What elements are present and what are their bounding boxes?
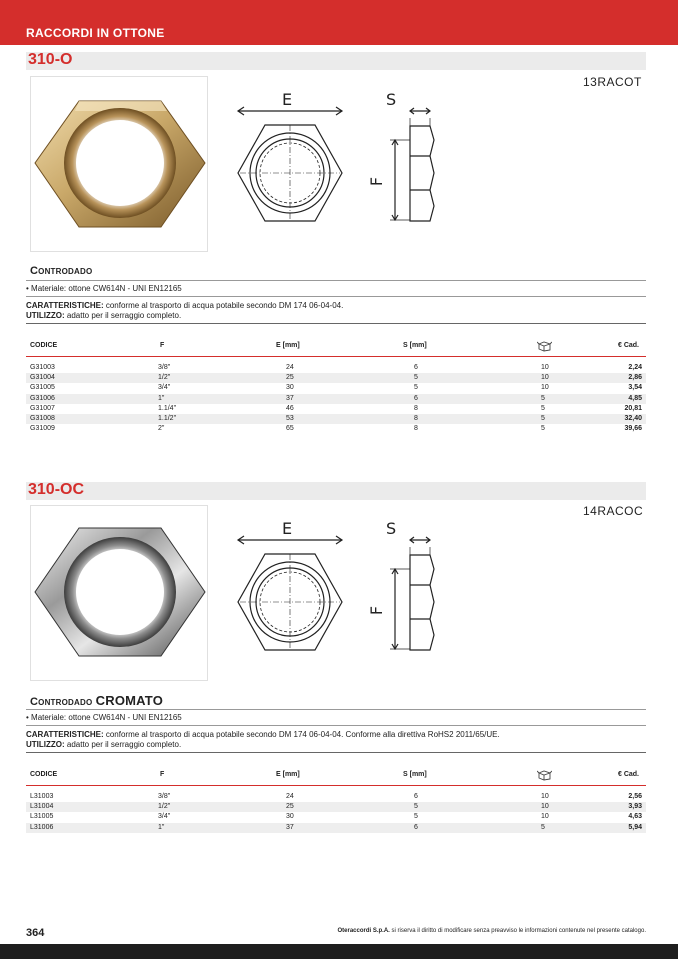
cell-e: 46: [286, 404, 294, 412]
cell-pack: 5: [541, 404, 545, 412]
cell-s: 8: [414, 425, 418, 433]
cell-price: 2,86: [628, 374, 642, 382]
divider: [26, 323, 646, 324]
technical-drawing: [230, 88, 440, 258]
company-name: Oteraccordi S.p.A.: [337, 928, 390, 934]
catalog-ref: 14RACOC: [583, 504, 644, 518]
cell-code: G31005: [30, 384, 55, 392]
characteristics-text: [26, 730, 500, 739]
cell-f: 3/4": [158, 384, 171, 392]
usage-label: UTILIZZO:: [26, 311, 65, 320]
cell-f: 3/4": [158, 813, 171, 821]
technical-drawing: [230, 517, 440, 687]
table-row: [26, 424, 646, 434]
brass-locknut-image: [31, 77, 209, 253]
cell-pack: 10: [541, 813, 549, 821]
characteristics-label: CARATTERISTICHE:: [26, 730, 104, 739]
product-title: [30, 265, 92, 277]
table-row: [26, 404, 646, 414]
cell-f: 1.1/4": [158, 404, 177, 412]
dimension-label-s: S: [386, 519, 397, 538]
product-title: [30, 693, 163, 708]
characteristics-value: conforme al trasporto di acqua potabile secondo DM 174 06-04-04. Conforme alla direttiva RoHS2 2011/65/UE.: [103, 730, 500, 739]
footer-notice: [276, 928, 646, 934]
cell-pack: 10: [541, 793, 549, 800]
cell-s: 6: [414, 793, 418, 800]
cell-code: G31003: [30, 364, 55, 371]
table-row: [26, 363, 646, 373]
cell-f: 1/2": [158, 803, 171, 811]
table-row: [26, 802, 646, 812]
col-e: E [mm]: [276, 342, 300, 349]
col-price: € Cad.: [618, 771, 640, 778]
usage-value: adatto per il serraggio completo.: [64, 740, 182, 749]
divider: [26, 725, 646, 726]
cell-f: 1": [158, 394, 165, 402]
table-row: [26, 792, 646, 802]
cell-code: G31007: [30, 404, 55, 412]
col-s: S [mm]: [403, 771, 427, 778]
cell-price: 2,56: [628, 793, 642, 800]
characteristics-label: CARATTERISTICHE:: [26, 301, 104, 310]
box-icon: [537, 340, 552, 354]
cell-price: 4,63: [628, 813, 642, 821]
product-title-text: Controdado: [30, 696, 93, 708]
cell-price: 2,24: [628, 364, 642, 371]
cell-code: G31009: [30, 425, 55, 433]
cell-code: G31004: [30, 374, 55, 382]
cell-f: 3/8": [158, 364, 171, 371]
cell-f: 1/2": [158, 374, 171, 382]
col-f: F: [160, 342, 165, 349]
divider: [26, 709, 646, 710]
top-bar: [0, 0, 678, 45]
cell-e: 25: [286, 374, 294, 382]
category-title: RACCORDI IN OTTONE: [26, 26, 165, 40]
col-price: € Cad.: [618, 342, 640, 349]
table-header-rule: [26, 356, 646, 357]
table-row: [26, 394, 646, 404]
product-photo: [30, 505, 208, 681]
cell-code: L31006: [30, 823, 54, 831]
cell-s: 5: [414, 384, 418, 392]
cell-code: L31003: [30, 793, 54, 800]
divider: [26, 752, 646, 753]
cell-code: G31008: [30, 415, 55, 422]
cell-f: 2": [158, 425, 165, 433]
cell-pack: 10: [541, 374, 549, 382]
cell-e: 24: [286, 364, 294, 371]
cell-f: 1.1/2": [158, 415, 177, 422]
section-header: [26, 52, 646, 70]
chrome-locknut-image: [31, 506, 209, 682]
notice-text: si riserva il diritto di modificare senza preavviso le informazioni contenute nel presente catalogo.: [389, 928, 646, 934]
cell-s: 6: [414, 823, 418, 831]
col-e: E [mm]: [276, 771, 300, 778]
cell-pack: 10: [541, 364, 549, 371]
col-code: CODICE: [30, 771, 58, 778]
usage-text: [26, 311, 181, 320]
cell-pack: 5: [541, 394, 545, 402]
table-row: [26, 812, 646, 822]
cell-s: 8: [414, 404, 418, 412]
cell-s: 5: [414, 803, 418, 811]
cell-price: 20,81: [624, 404, 642, 412]
divider: [26, 296, 646, 297]
catalog-ref: 13RACOT: [583, 75, 642, 89]
cell-e: 24: [286, 793, 294, 800]
dimension-label-e: E: [282, 519, 293, 538]
cell-price: 3,54: [628, 384, 642, 392]
divider: [26, 280, 646, 281]
cell-code: L31004: [30, 803, 54, 811]
material-text: • Materiale: ottone CW614N - UNI EN12165: [26, 713, 182, 722]
cell-e: 30: [286, 384, 294, 392]
product-title-finish: CROMATO: [95, 693, 164, 708]
dimension-label-f: F: [367, 176, 387, 187]
cell-pack: 5: [541, 823, 545, 831]
cell-code: L31005: [30, 813, 54, 821]
cell-price: 39,66: [624, 425, 642, 433]
product-photo: [30, 76, 208, 252]
footer-bar: [0, 944, 678, 959]
characteristics-text: [26, 301, 343, 310]
table-row: [26, 373, 646, 383]
cell-pack: 5: [541, 425, 545, 433]
dimension-label-s: S: [386, 90, 397, 109]
product-code: 310-O: [28, 51, 73, 68]
product-title-text: Controdado: [30, 265, 93, 277]
cell-s: 5: [414, 374, 418, 382]
cell-e: 25: [286, 803, 294, 811]
cell-f: 1": [158, 823, 165, 831]
cell-f: 3/8": [158, 793, 171, 800]
cell-price: 4,85: [628, 394, 642, 402]
cell-e: 53: [286, 415, 294, 422]
cell-pack: 10: [541, 803, 549, 811]
col-code: CODICE: [30, 342, 58, 349]
product-code: 310-OC: [28, 481, 85, 498]
dimension-label-f: F: [367, 605, 387, 616]
section-header: [26, 482, 646, 500]
table-row: [26, 823, 646, 833]
cell-e: 65: [286, 425, 294, 433]
col-s: S [mm]: [403, 342, 427, 349]
cell-e: 30: [286, 813, 294, 821]
cell-e: 37: [286, 394, 294, 402]
col-f: F: [160, 771, 165, 778]
dimension-label-e: E: [282, 90, 293, 109]
usage-text: [26, 740, 181, 749]
cell-e: 37: [286, 823, 294, 831]
material-text: • Materiale: ottone CW614N - UNI EN12165: [26, 284, 182, 293]
page-number: 364: [26, 927, 45, 939]
cell-pack: 10: [541, 384, 549, 392]
cell-pack: 5: [541, 415, 545, 422]
usage-label: UTILIZZO:: [26, 740, 65, 749]
cell-price: 5,94: [628, 823, 642, 831]
cell-s: 5: [414, 813, 418, 821]
cell-price: 3,93: [628, 803, 642, 811]
box-icon: [537, 769, 552, 783]
cell-price: 32,40: [624, 415, 642, 422]
cell-s: 6: [414, 364, 418, 371]
usage-value: adatto per il serraggio completo.: [64, 311, 182, 320]
table-header-rule: [26, 785, 646, 786]
cell-s: 8: [414, 415, 418, 422]
cell-code: G31006: [30, 394, 55, 402]
table-row: [26, 383, 646, 393]
table-row: [26, 414, 646, 424]
characteristics-value: conforme al trasporto di acqua potabile secondo DM 174 06-04-04.: [103, 301, 344, 310]
cell-s: 6: [414, 394, 418, 402]
